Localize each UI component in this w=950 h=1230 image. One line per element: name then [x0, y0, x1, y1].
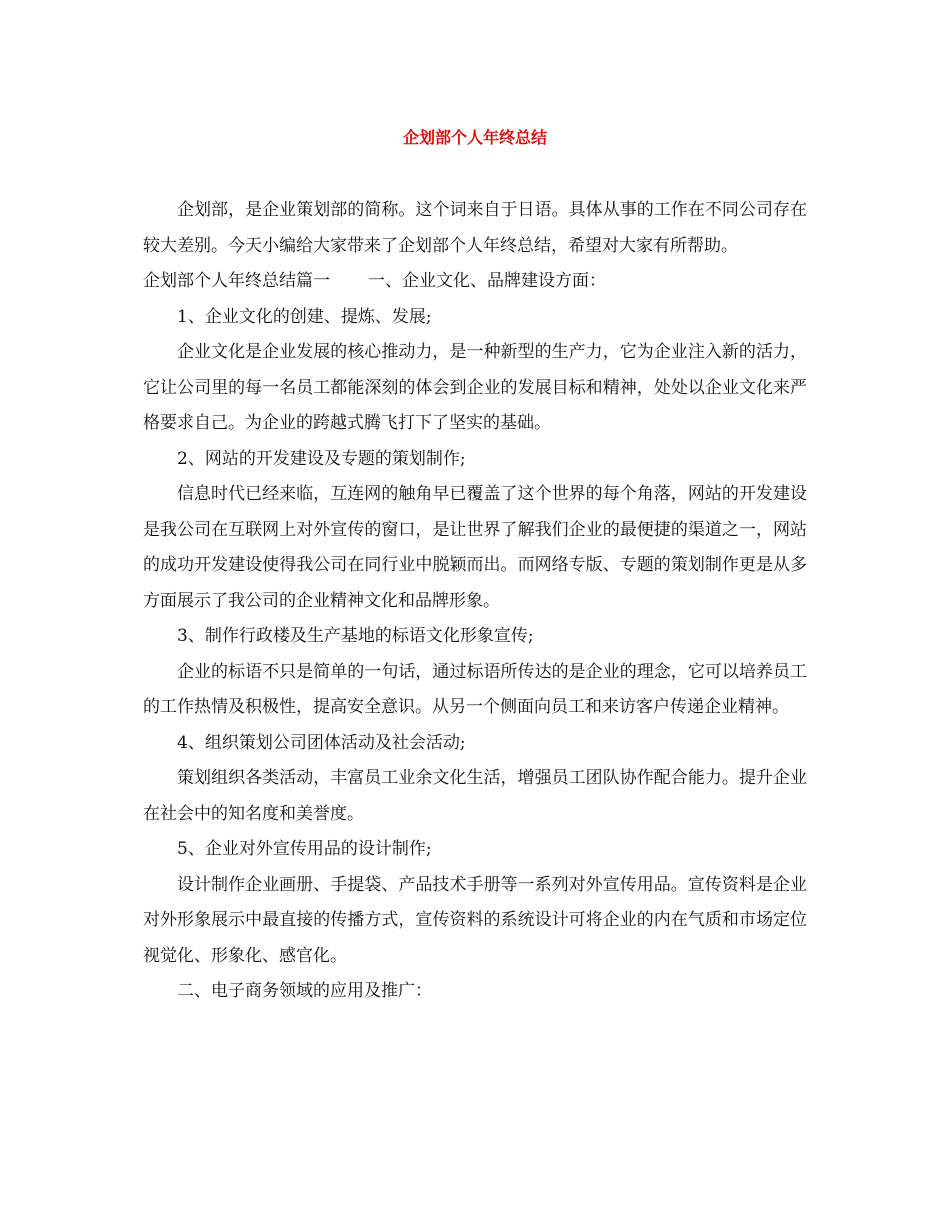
paragraph: 策划组织各类活动，丰富员工业余文化生活，增强员工团队协作配合能力。提升企业在社会中的知名度和美誉度。: [143, 768, 807, 824]
section-heading-line: [143, 264, 807, 300]
section-heading: 一、企业文化、品牌建设方面：: [368, 271, 606, 291]
paragraph: 设计制作企业画册、手提袋、产品技术手册等一系列对外宣传用品。宣传资料是企业对外形象展示中最直接的传播方式，宣传资料的系统设计可将企业的内在气质和市场定位视觉化、形象化、感官化。: [143, 874, 807, 966]
subheading: 1、企业文化的创建、提炼、发展;: [177, 306, 432, 327]
subheading: 5、企业对外宣传用品的设计制作;: [177, 839, 432, 859]
paragraph: 企业文化是企业发展的核心推动力，是一种新型的生产力，它为企业注入新的活力，它让公司里的每一名员工都能深刻的体会到企业的发展目标和精神，处处以企业文化来严格要求自己。为企业的跨越式腾飞打下了坚实的基础。: [143, 342, 807, 433]
paragraph: 信息时代已经来临，互连网的触角早已覆盖了这个世界的每个角落，网站的开发建设是我公司在互联网上对外宣传的窗口，是让世界了解我们企业的最便捷的渠道之一，网站的成功开发建设使得我公司在同行业中脱颖而出。而网络专版、专题的策划制作更是从多方面展示了我公司的企业精神文化和品牌形象。: [143, 484, 807, 611]
section-heading: 二、电子商务领域的应用及推广：: [177, 981, 432, 1001]
paragraph: 企业的标语不只是简单的一句话，通过标语所传达的是企业的理念，它可以培养员工的工作热情及积极性，提高安全意识。从另一个侧面向员工和来访客户传递企业精神。: [143, 661, 807, 717]
subheading: 2、网站的开发建设及专题的策划制作;: [177, 448, 466, 469]
paragraph: 企划部，是企业策划部的简称。这个词来自于日语。具体从事的工作在不同公司存在较大差别。今天小编给大家带来了企划部个人年终总结，希望对大家有所帮助。: [143, 200, 807, 256]
article-part-label: 企划部个人年终总结篇一: [143, 271, 330, 291]
document-body: [143, 193, 807, 1010]
subheading: 3、制作行政楼及生产基地的标语文化形象宣传;: [177, 626, 534, 646]
subheading: 4、组织策划公司团体活动及社会活动;: [177, 732, 466, 753]
document-title: 企划部个人年终总结: [402, 128, 547, 147]
